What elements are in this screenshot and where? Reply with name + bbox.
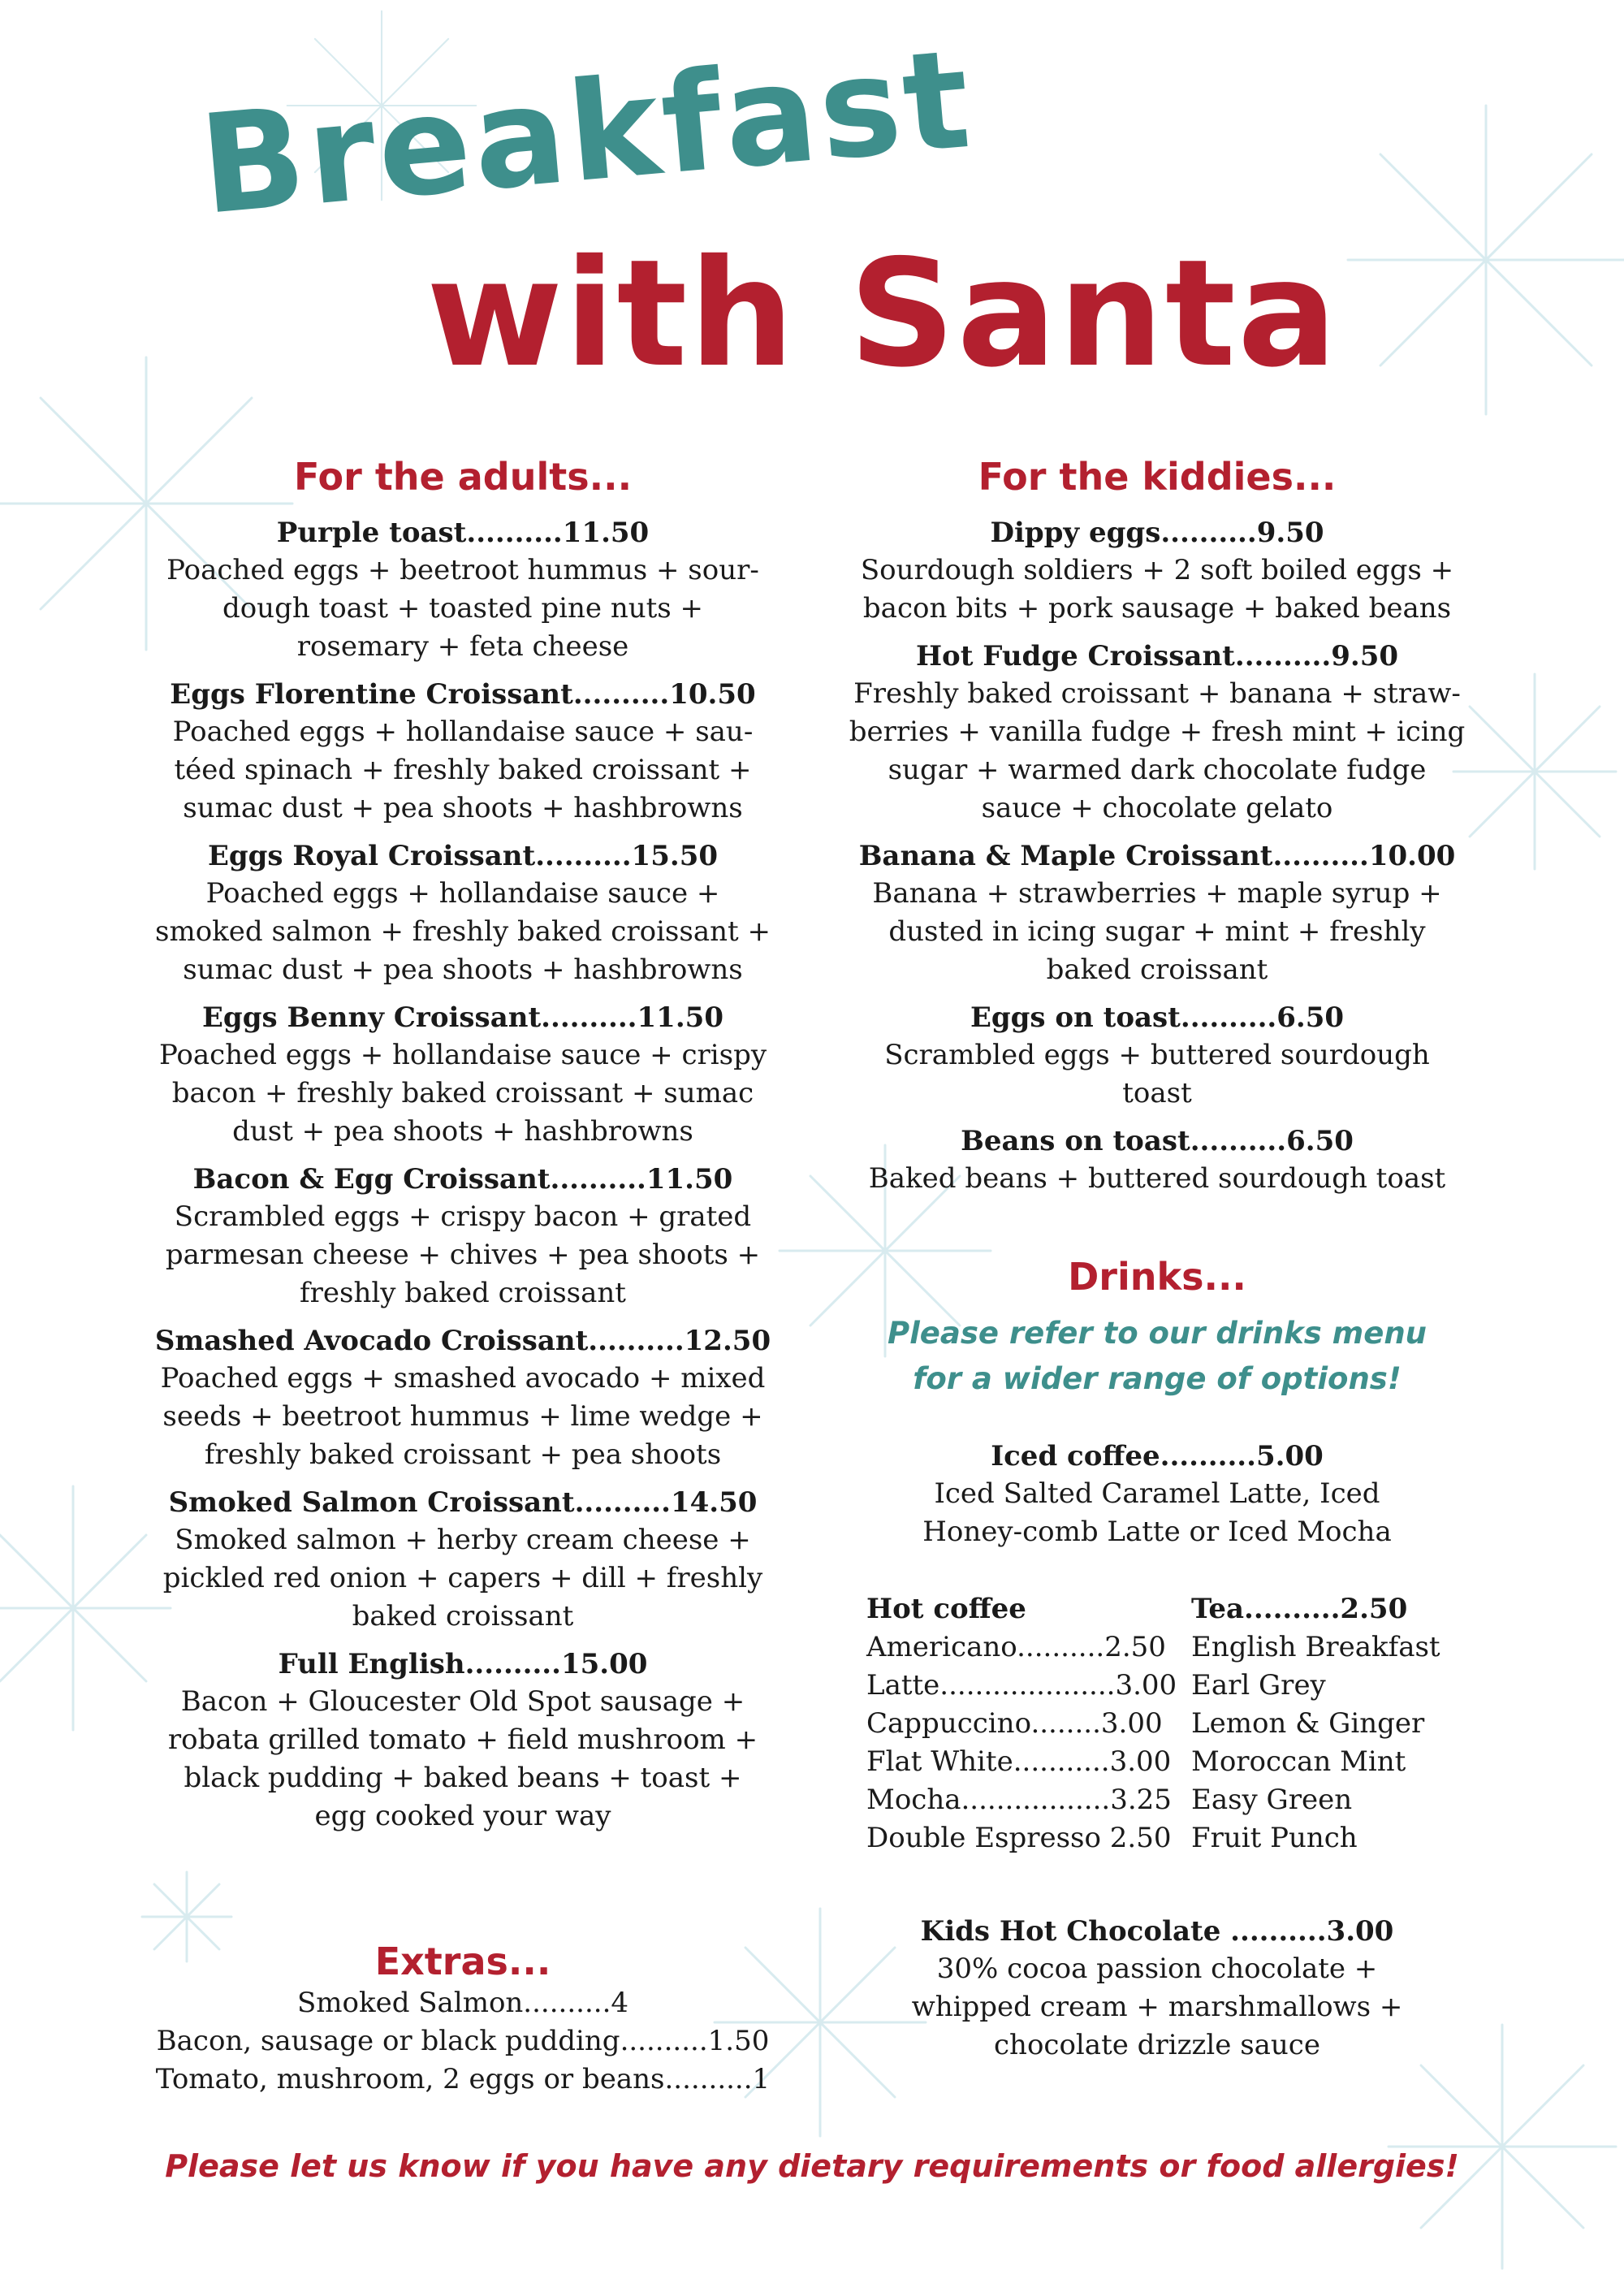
- item-desc: Poached eggs + hollandaise sauce + smoked salmon + freshly baked croissant + sumac dust + pea shoots + hashbrowns: [155, 877, 771, 987]
- hot-chocolate-section: [849, 1913, 1466, 2065]
- menu-item: [154, 1645, 771, 1836]
- kiddies-heading: For the kiddies...: [978, 455, 1337, 499]
- item-desc: Poached eggs + beetroot hummus + sour-dough toast + toasted pine nuts + rosemary + feta cheese: [166, 554, 759, 664]
- allergy-footer: Please let us know if you have any dietary requirements or food allergies!: [165, 2148, 1459, 2184]
- kiddies-section: [849, 455, 1466, 1208]
- item-desc: Sourdough soldiers + 2 soft boiled eggs + bacon bits + pork sausage + baked beans: [860, 554, 1454, 625]
- item-name: Eggs Benny Croissant..........11.50: [202, 1001, 723, 1035]
- menu-item: [154, 837, 771, 989]
- adults-heading: For the adults...: [293, 455, 633, 499]
- snowflake-decoration: [1332, 97, 1624, 422]
- item-desc: Scrambled eggs + crispy bacon + grated parmesan cheese + chives + pea shoots + freshly baked croissant: [165, 1200, 761, 1310]
- item-name: Bacon & Egg Croissant..........11.50: [192, 1163, 733, 1196]
- menu-item: [849, 837, 1466, 989]
- list-item: Easy Green: [1191, 1784, 1353, 1816]
- tea-list: [1191, 1590, 1440, 1857]
- snowflake-decoration: [0, 1478, 179, 1738]
- item-desc: Poached eggs + hollandaise sauce + sau-téed spinach + freshly baked croissant + sumac dust + pea shoots + hashbrowns: [172, 716, 754, 825]
- item-name: Iced coffee..........5.00: [991, 1440, 1324, 1473]
- item-name: Full English..........15.00: [278, 1648, 648, 1681]
- item-desc: Bacon + Gloucester Old Spot sausage + robata grilled tomato + field mushroom + black pudding + baked beans + toast + egg cooked your way: [167, 1685, 758, 1833]
- item-name: Purple toast..........11.50: [276, 517, 650, 550]
- drinks-heading: Drinks...: [1068, 1255, 1246, 1299]
- extras-line: Bacon, sausage or black pudding..........1.50: [156, 2025, 770, 2058]
- list-item: Lemon & Ginger: [1191, 1707, 1425, 1740]
- item-name: Kids Hot Chocolate ..........3.00: [920, 1915, 1394, 1948]
- extras-section: [154, 1940, 771, 2099]
- item-desc: Poached eggs + hollandaise sauce + crispy bacon + freshly baked croissant + sumac dust + pea shoots + hashbrowns: [158, 1039, 767, 1148]
- menu-item: [154, 999, 771, 1151]
- menu-item: [154, 676, 771, 828]
- list-item: Moroccan Mint: [1191, 1745, 1406, 1778]
- menu-item: [154, 1322, 771, 1474]
- extras-line: Tomato, mushroom, 2 eggs or beans..........1: [155, 2063, 771, 2096]
- extras-line: Smoked Salmon..........4: [296, 1987, 629, 2020]
- item-desc: Iced Salted Caramel Latte, Iced Honey-comb Latte or Iced Mocha: [922, 1477, 1392, 1549]
- item-name: Eggs Florentine Croissant..........10.50: [170, 678, 756, 711]
- list-item: Latte....................3.00: [866, 1669, 1177, 1702]
- list-item: Double Espresso 2.50: [866, 1822, 1172, 1854]
- drinks-section: [849, 1255, 1466, 1561]
- item-desc: Banana + strawberries + maple syrup + dusted in icing sugar + mint + freshly baked croissant: [872, 877, 1442, 987]
- menu-item: [849, 1122, 1466, 1198]
- item-name: Dippy eggs..........9.50: [990, 517, 1324, 550]
- item-desc: Smoked salmon + herby cream cheese + pickled red onion + capers + dill + freshly baked croissant: [162, 1524, 763, 1633]
- item-name: Hot Fudge Croissant..........9.50: [915, 640, 1399, 673]
- item-name: Eggs Royal Croissant..........15.50: [207, 840, 719, 873]
- menu-item: [154, 1484, 771, 1636]
- list-item: Flat White...........3.00: [866, 1745, 1172, 1778]
- adults-section: [154, 455, 771, 1845]
- item-desc: Scrambled eggs + buttered sourdough toast: [884, 1039, 1430, 1110]
- list-item: English Breakfast: [1191, 1631, 1440, 1663]
- item-name: Smoked Salmon Croissant..........14.50: [168, 1486, 758, 1520]
- menu-item: [154, 1161, 771, 1312]
- menu-item: [154, 514, 771, 666]
- list-item: Americano..........2.50: [866, 1631, 1166, 1663]
- snowflake-decoration: [1445, 666, 1624, 877]
- list-item: Mocha.................3.25: [866, 1784, 1172, 1816]
- list-item: Fruit Punch: [1191, 1822, 1358, 1854]
- menu-item: [849, 514, 1466, 628]
- hot-coffee-list: [866, 1590, 1177, 1857]
- hot-coffee-heading: Hot coffee: [866, 1593, 1026, 1625]
- item-desc: Poached eggs + smashed avocado + mixed seeds + beetroot hummus + lime wedge + freshly baked croissant + pea shoots: [160, 1362, 766, 1472]
- tea-heading: Tea..........2.50: [1191, 1593, 1408, 1625]
- list-item: Earl Grey: [1191, 1669, 1326, 1702]
- menu-item: [849, 1438, 1466, 1551]
- menu-item: [849, 638, 1466, 828]
- title-with-santa: with Santa: [426, 227, 1339, 400]
- item-desc: 30% cocoa passion chocolate + whipped cream + marshmallows + chocolate drizzle sauce: [911, 1953, 1403, 2061]
- title-breakfast: Breakfast: [194, 19, 979, 245]
- item-name: Eggs on toast..........6.50: [970, 1001, 1345, 1035]
- menu-item: [849, 999, 1466, 1113]
- item-name: Smashed Avocado Croissant..........12.50: [154, 1325, 771, 1358]
- item-name: Banana & Maple Croissant..........10.00: [858, 840, 1456, 873]
- item-name: Beans on toast..........6.50: [961, 1125, 1354, 1158]
- drinks-note: Please refer to our drinks menu for a wider range of options!: [888, 1316, 1427, 1397]
- item-desc: Freshly baked croissant + banana + straw-berries + vanilla fudge + fresh mint + icing sugar + warmed dark chocolate fudge sauce + chocolate gelato: [849, 677, 1466, 825]
- extras-heading: Extras...: [374, 1940, 551, 1983]
- list-item: Cappuccino........3.00: [866, 1707, 1163, 1740]
- item-desc: Baked beans + buttered sourdough toast: [868, 1162, 1446, 1196]
